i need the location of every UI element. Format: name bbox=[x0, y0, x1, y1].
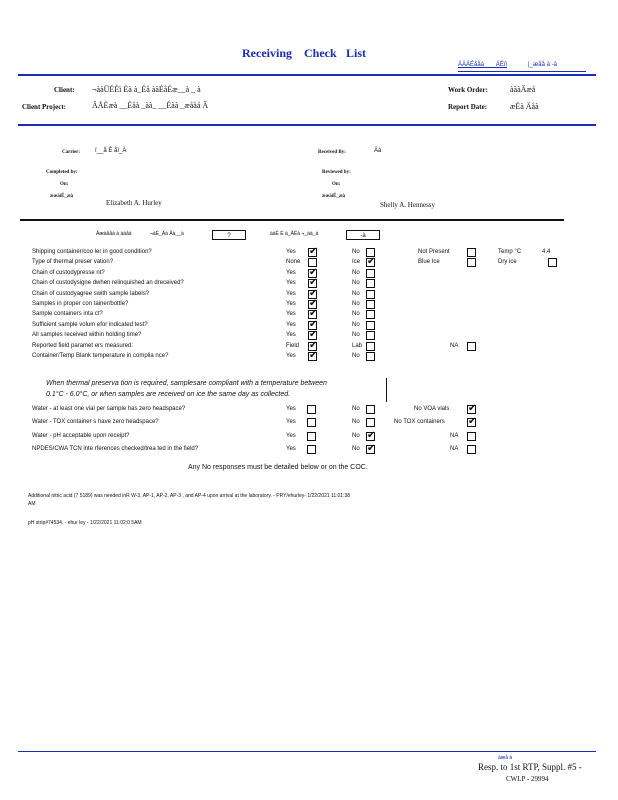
checklist-question: Shipping container/coo ler in good condition? bbox=[32, 249, 152, 255]
completed-on-label: On: bbox=[60, 182, 69, 187]
water-extra-label: No VOA vials bbox=[414, 406, 450, 412]
header-rule-bottom bbox=[18, 124, 596, 126]
checklist-option-2: No bbox=[352, 301, 360, 307]
checklist-question: Container/Temp Blank temperature in complia nce? bbox=[32, 353, 169, 359]
client-label: Client: bbox=[54, 86, 75, 94]
checklist-question: Reported field paramet ers measured: bbox=[32, 342, 134, 349]
water-option-1: Yes bbox=[286, 406, 296, 412]
checklist-option-1: Yes bbox=[286, 321, 296, 328]
checkbox-option-2[interactable] bbox=[366, 352, 375, 361]
reviewed-date: ææàïÉ_æà bbox=[322, 194, 346, 199]
comment-2: pH strip#74534. - ehur ley - 1/22/2021 11:02:0 5AM bbox=[28, 520, 142, 526]
any-no-note: Any No responses must be detailed below or on the COC. bbox=[188, 464, 368, 471]
summary-label-1: Äæàååà à ààåà bbox=[96, 231, 132, 237]
checklist-option-2: No bbox=[352, 332, 360, 339]
comment-1-line1: Additional nitric acid (7 5189) was needed inR W-3, AP-1, AP-2, AP-3 , and AP-4 upon arrival at the laboratory. - PRY/ehurley- 1/22/2021 11:01:38 bbox=[28, 493, 351, 499]
checkbox-extra[interactable] bbox=[467, 258, 476, 267]
checkbox-option-2[interactable] bbox=[366, 258, 375, 267]
checklist-option-2: No bbox=[352, 269, 360, 276]
water-extra-label: No TOX containers bbox=[394, 419, 445, 425]
checklist-option-2: No bbox=[352, 321, 360, 328]
client-project-label: Client Project: bbox=[22, 103, 66, 111]
checklist-question: Sample containers inta ct? bbox=[32, 311, 103, 318]
comment-1-line2: AM bbox=[28, 501, 36, 507]
work-order-label: Work Order: bbox=[448, 86, 488, 94]
water-question: Water - at least one vial per sample has zero headspace? bbox=[32, 406, 186, 412]
summary-label-1b: ¬àÉ_Äà Äà__à bbox=[150, 231, 184, 237]
reviewed-on-label: On: bbox=[332, 182, 341, 187]
report-date-label: Report Date: bbox=[448, 103, 488, 111]
water-checkbox-extra[interactable] bbox=[467, 405, 476, 414]
checklist-extra2-label: Temp °C bbox=[498, 249, 522, 255]
water-option-1: Yes bbox=[286, 433, 296, 439]
checklist-question: Chain of custodysigne dwhen relinquished an dreceived? bbox=[32, 280, 184, 287]
checkbox-option-2[interactable] bbox=[366, 342, 375, 351]
checkbox-extra[interactable] bbox=[467, 342, 476, 351]
checkbox-extra[interactable] bbox=[467, 248, 476, 257]
title-check: Check bbox=[304, 46, 337, 60]
report-date-value: æÉà Äåà bbox=[510, 102, 539, 111]
checklist-option-1: Yes bbox=[286, 332, 296, 339]
water-checkbox-yes[interactable] bbox=[307, 405, 316, 414]
checklist-option-1: None bbox=[286, 259, 301, 266]
water-option-2: No bbox=[352, 433, 360, 439]
checklist-option-1: Yes bbox=[286, 301, 296, 307]
checklist-option-1: Yes bbox=[286, 290, 296, 297]
received-by-label: Received By: bbox=[318, 150, 346, 155]
footer-rule bbox=[18, 751, 596, 752]
water-option-1: Yes bbox=[286, 419, 296, 425]
checklist-option-1: Field bbox=[286, 342, 300, 349]
thermal-note-line2: 0.1°C - 6.0°C, or when samples are received on ice the same day as collected. bbox=[46, 391, 291, 398]
checklist-option-2: No bbox=[352, 249, 360, 255]
checklist-extra-label: Not Present bbox=[418, 249, 450, 255]
reviewed-name: Shelly A. Hennessy bbox=[380, 201, 436, 209]
checkbox-option-1[interactable] bbox=[308, 352, 317, 361]
water-question: Water - TOX container s have zero headspace? bbox=[32, 419, 159, 425]
completed-date: ææàïÉ_æà bbox=[50, 194, 74, 199]
water-checkbox-no[interactable] bbox=[366, 432, 375, 441]
water-question: NPDES/CWA TCN inte rferences checked/trea ted in the field? bbox=[32, 446, 199, 452]
checkbox-option-2[interactable] bbox=[366, 310, 375, 319]
checklist-option-2: No bbox=[352, 280, 360, 287]
water-checkbox-extra[interactable] bbox=[467, 445, 476, 454]
checkbox-dry-ice[interactable] bbox=[548, 258, 557, 267]
water-checkbox-extra[interactable] bbox=[467, 418, 476, 427]
water-option-2: No bbox=[352, 406, 360, 412]
checklist-question: All samples received within holding time? bbox=[32, 332, 142, 339]
carrier-label: Carrier: bbox=[62, 150, 81, 155]
checklist-option-1: Yes bbox=[286, 353, 296, 359]
checklist-question: Chain of custodypresse nt? bbox=[32, 269, 105, 276]
summary-box-1[interactable]: ? bbox=[212, 230, 246, 240]
checklist-question: Samples in proper con tainer/bottle? bbox=[32, 301, 129, 307]
checklist-extra-label: NA bbox=[450, 342, 459, 349]
checkbox-option-2[interactable] bbox=[366, 321, 375, 330]
water-checkbox-yes[interactable] bbox=[307, 445, 316, 454]
footer-stamp: àæå à bbox=[498, 755, 513, 761]
water-option-1: Yes bbox=[286, 446, 296, 452]
water-checkbox-no[interactable] bbox=[366, 418, 375, 427]
checkbox-option-1[interactable] bbox=[308, 248, 317, 257]
checkbox-option-2[interactable] bbox=[366, 290, 375, 299]
note-side-rule bbox=[386, 378, 387, 402]
title-list: List bbox=[346, 46, 367, 60]
reviewed-by-label: Reviewed by: bbox=[322, 170, 351, 175]
checklist-option-1: Yes bbox=[286, 280, 296, 287]
received-by-value: Äà bbox=[374, 148, 382, 154]
checklist-option-1: Yes bbox=[286, 311, 296, 318]
water-extra-label: NA bbox=[450, 446, 459, 452]
footer-resp: Resp. to 1st RTP, Suppl. #5 - bbox=[478, 762, 582, 772]
water-extra-label: NA bbox=[450, 433, 459, 439]
footer-code: CWLP - 29994 bbox=[506, 775, 549, 783]
checklist-question: Sufficient sample volum efor indicated test? bbox=[32, 321, 148, 328]
summary-box-2[interactable]: -à bbox=[346, 230, 380, 240]
water-checkbox-extra[interactable] bbox=[467, 432, 476, 441]
checkbox-option-2[interactable] bbox=[366, 331, 375, 340]
checklist-option-2: No bbox=[352, 311, 360, 318]
top-right-underline bbox=[458, 71, 586, 72]
completed-by-label: Completed by: bbox=[46, 170, 78, 175]
checklist-extra2-label: Dry ice bbox=[498, 259, 517, 266]
thermal-note-line1: When thermal preserva tion is required, samplesare compliant with a temperature between bbox=[46, 380, 327, 387]
water-checkbox-yes[interactable] bbox=[307, 432, 316, 441]
water-option-2: No bbox=[352, 419, 360, 425]
checkbox-option-2[interactable] bbox=[366, 269, 375, 278]
checklist-question: Type of thermal preser vation? bbox=[32, 259, 114, 266]
client-project-value: ÄÅÈæà __Èåà _àà_ __Éàà _æååå Ä bbox=[92, 101, 209, 110]
water-checkbox-no[interactable] bbox=[366, 405, 375, 414]
water-checkbox-no[interactable] bbox=[366, 445, 375, 454]
temp-value: 4.4 bbox=[542, 249, 551, 255]
checklist-option-2: No bbox=[352, 290, 360, 297]
work-order-value: àààÄæå bbox=[510, 85, 536, 94]
summary-label-2: ààÉ È à_ÄÉà ¬_àà_à bbox=[270, 231, 319, 237]
client-value: ¬ààÜÉÈï Èà à_Éå ààÉåÉæ__à _ à bbox=[92, 85, 201, 94]
completed-name: Elizabeth A. Hurley bbox=[106, 199, 162, 207]
water-question: Water - pH acceptable upon receipt? bbox=[32, 433, 130, 439]
top-right-link[interactable]: ÄÄÄÉååá ___ÄÉïï bbox=[458, 62, 508, 68]
checklist-question: Chain of custodyagree swith sample labels? bbox=[32, 290, 150, 297]
header-rule-top bbox=[18, 74, 596, 76]
water-checkbox-yes[interactable] bbox=[307, 418, 316, 427]
checklist-option-2: Lab bbox=[352, 342, 363, 349]
carrier-value: ï__å É åï_Ä bbox=[95, 148, 127, 154]
water-option-2: No bbox=[352, 446, 360, 452]
section-rule bbox=[20, 219, 564, 221]
checkbox-option-2[interactable] bbox=[366, 279, 375, 288]
top-right-suffix: |_æåå à -ä bbox=[528, 62, 557, 68]
title-receiving: Receiving bbox=[242, 46, 292, 60]
checklist-option-2: No bbox=[352, 353, 360, 359]
checklist-extra-label: Blue Ice bbox=[418, 259, 440, 266]
checklist-option-1: Yes bbox=[286, 249, 296, 255]
checkbox-option-2[interactable] bbox=[366, 300, 375, 309]
checklist-option-2: Ice bbox=[352, 259, 361, 266]
checklist-option-1: Yes bbox=[286, 269, 296, 276]
